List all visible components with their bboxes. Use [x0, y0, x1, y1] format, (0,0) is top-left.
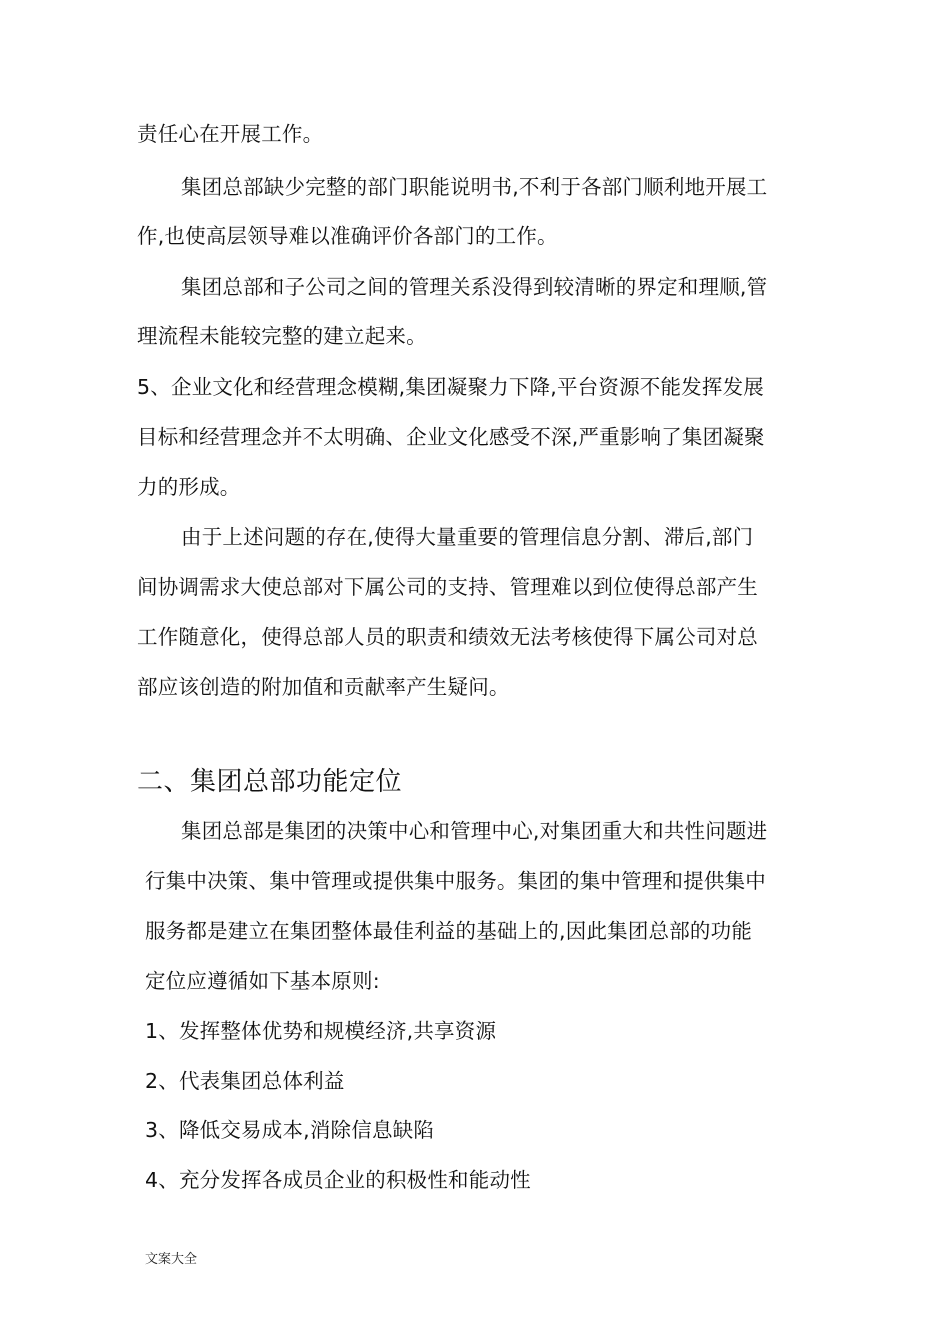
- paragraph-line: 间协调需求大使总部对下属公司的支持、管理难以到位使得总部产生: [137, 575, 758, 599]
- section-paragraph-line: 服务都是建立在集团整体最佳利益的基础上的,因此集团总部的功能: [145, 919, 753, 943]
- paragraph-line: 力的形成。: [137, 475, 241, 499]
- paragraph-line: 目标和经营理念并不太明确、企业文化感受不深,严重影响了集团凝聚: [137, 425, 765, 449]
- section-paragraph-line: 行集中决策、集中管理或提供集中服务。集团的集中管理和提供集中: [145, 869, 766, 893]
- section-paragraph-line: 集团总部是集团的决策中心和管理中心,对集团重大和共性问题进: [181, 819, 768, 843]
- paragraph-line: 5、企业文化和经营理念模糊,集团凝聚力下降,平台资源不能发挥发展: [137, 375, 764, 399]
- paragraph-line: 责任心在开展工作。: [137, 122, 324, 146]
- principle-item: 4、充分发挥各成员企业的积极性和能动性: [145, 1168, 531, 1192]
- paragraph-line: 部应该创造的附加值和贡献率产生疑问。: [137, 675, 510, 699]
- section-heading: 二、集团总部功能定位: [137, 767, 403, 797]
- principle-item: 3、降低交易成本,消除信息缺陷: [145, 1118, 435, 1142]
- paragraph-line: 由于上述问题的存在,使得大量重要的管理信息分割、滞后,部门: [181, 525, 754, 549]
- section-paragraph-line: 定位应遵循如下基本原则:: [145, 969, 380, 993]
- paragraph-line: 作,也使高层领导难以准确评价各部门的工作。: [137, 224, 558, 248]
- paragraph-line: 理流程未能较完整的建立起来。: [137, 324, 427, 348]
- principle-item: 2、代表集团总体利益: [145, 1069, 345, 1093]
- paragraph-line: 集团总部缺少完整的部门职能说明书,不利于各部门顺利地开展工: [181, 175, 768, 199]
- paragraph-line: 集团总部和子公司之间的管理关系没得到较清晰的界定和理顺,管: [181, 275, 768, 299]
- principle-item: 1、发挥整体优势和规模经济,共享资源: [145, 1019, 497, 1043]
- page-footer: 文案大全: [145, 1252, 198, 1267]
- paragraph-line: 工作随意化，使得总部人员的职责和绩效无法考核使得下属公司对总: [137, 625, 758, 649]
